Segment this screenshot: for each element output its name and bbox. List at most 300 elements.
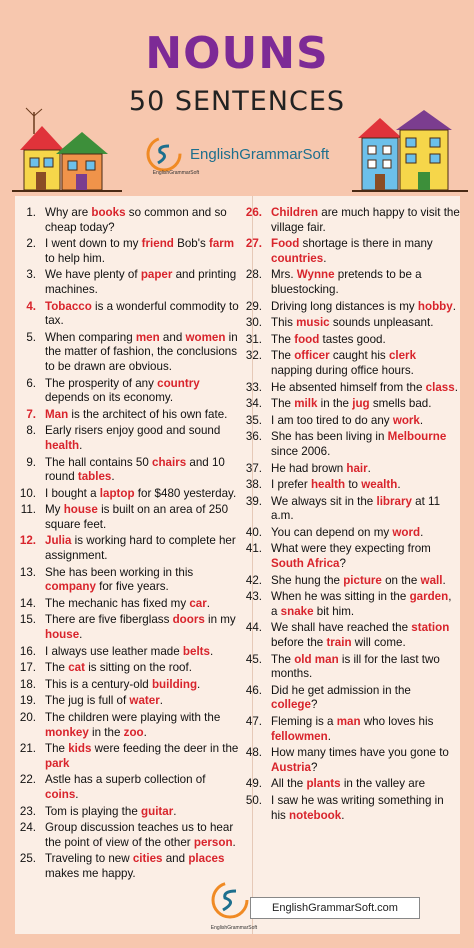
noun-highlight: doors xyxy=(172,613,205,627)
sentence-fragment: before the xyxy=(271,636,327,650)
sentence-number: 26. xyxy=(245,206,262,219)
header xyxy=(0,0,474,196)
sentence-fragment: is working hard to complete her assignment. xyxy=(45,534,236,563)
footer-logo-caption: EnglishGrammarSoft xyxy=(210,925,258,931)
sentence-fragment: We always sit in the xyxy=(271,494,377,508)
sentence-fragment: I bought a xyxy=(45,486,100,500)
sentence-fragment: The xyxy=(271,397,295,411)
sentence-fragment: Early risers enjoy good and sound xyxy=(45,424,221,438)
noun-highlight: South Africa xyxy=(271,557,340,571)
sentence-text xyxy=(45,377,241,406)
sentence-item xyxy=(241,715,460,744)
sentence-number: 19. xyxy=(19,694,36,708)
noun-highlight: health xyxy=(310,478,346,492)
noun-highlight: park xyxy=(45,756,70,770)
sentence-item xyxy=(241,684,460,713)
sentence-fragment: in my xyxy=(204,613,236,627)
sentence-fragment: who loves his xyxy=(360,715,434,728)
sentence-item xyxy=(241,349,460,378)
sentence-fragment: and printing machines. xyxy=(45,268,237,296)
sentence-item xyxy=(241,653,460,682)
sentences-column-left xyxy=(15,206,241,882)
noun-highlight: friend xyxy=(141,237,174,251)
sentence-number: 20. xyxy=(19,711,36,724)
noun-highlight: old man xyxy=(294,652,339,666)
sentence-fragment: Bob's xyxy=(173,237,209,251)
sentence-fragment: . xyxy=(159,694,163,708)
sentence-fragment: . xyxy=(323,251,327,265)
noun-highlight: jug xyxy=(352,397,370,411)
sentence-text xyxy=(271,495,460,524)
sentence-number: 1. xyxy=(26,206,36,219)
sentence-text xyxy=(271,300,460,315)
sentence-number: 29. xyxy=(245,299,262,313)
sentence-text xyxy=(45,773,241,802)
sentence-fragment: on the xyxy=(381,573,421,587)
sentence-number: 8. xyxy=(26,424,36,438)
sentence-fragment: and xyxy=(162,852,189,866)
sentence-number: 14. xyxy=(19,596,36,610)
sentence-fragment: . xyxy=(367,461,371,475)
sentence-fragment: is sitting on the roof. xyxy=(84,661,192,675)
sentence-fragment: I went down to my xyxy=(45,237,142,251)
noun-highlight: men xyxy=(135,330,160,344)
sentence-text xyxy=(45,456,241,485)
sentence-item xyxy=(15,206,241,235)
sentence-text xyxy=(271,478,460,493)
sentence-text xyxy=(45,613,241,642)
sentence-item xyxy=(241,621,460,650)
sentence-fragment: is ill for the last two months. xyxy=(271,652,440,681)
sentence-fragment: The prosperity of any xyxy=(45,376,158,390)
sentence-fragment: . xyxy=(79,438,83,452)
sentence-item xyxy=(15,597,241,612)
sentence-number: 33. xyxy=(245,380,262,394)
sentence-fragment: I prefer xyxy=(271,478,311,492)
sentence-fragment: Why are xyxy=(45,206,92,219)
sentences-panel xyxy=(15,196,460,934)
sentence-text xyxy=(45,678,241,693)
noun-highlight: company xyxy=(45,580,96,594)
sentence-item xyxy=(241,316,460,331)
noun-highlight: cat xyxy=(68,661,85,675)
sentence-number: 17. xyxy=(19,661,36,675)
sentence-text xyxy=(45,645,241,660)
sentence-text xyxy=(271,621,460,650)
noun-highlight: hair xyxy=(346,461,368,475)
noun-highlight: man xyxy=(336,715,361,728)
sentence-item xyxy=(15,487,241,502)
sentence-text xyxy=(45,408,241,423)
noun-highlight: laptop xyxy=(99,486,135,500)
sentence-fragment: The xyxy=(271,332,295,346)
sentence-fragment: The xyxy=(45,742,69,756)
sentence-fragment: for five years. xyxy=(95,580,169,594)
sentence-fragment: All the xyxy=(271,777,307,791)
sentence-item xyxy=(241,381,460,396)
sentence-item xyxy=(15,694,241,709)
sentence-text xyxy=(45,566,241,595)
sentence-fragment: . xyxy=(452,299,456,313)
sentence-fragment: Astle has a superb collection of xyxy=(45,773,206,787)
sentence-fragment: . xyxy=(341,808,345,822)
sentence-item xyxy=(15,805,241,820)
sentence-item xyxy=(241,268,460,297)
sentences-column-right xyxy=(241,206,460,823)
sentence-text xyxy=(45,742,241,771)
sentence-fragment: sounds unpleasant. xyxy=(329,316,434,330)
noun-highlight: milk xyxy=(294,397,318,411)
noun-highlight: wealth xyxy=(361,478,398,492)
sentence-item xyxy=(15,566,241,595)
sentence-number: 37. xyxy=(245,461,262,475)
sentence-item xyxy=(241,397,460,412)
sentence-text xyxy=(45,268,241,297)
noun-highlight: women xyxy=(185,330,226,344)
sentence-number: 6. xyxy=(26,376,36,390)
sentence-fragment: Group discussion teaches us to hear the point of view of the other xyxy=(45,821,234,849)
noun-highlight: paper xyxy=(140,268,173,282)
sentence-text xyxy=(271,574,460,589)
noun-highlight: music xyxy=(296,316,330,330)
noun-highlight: water xyxy=(129,694,160,708)
sentence-item xyxy=(15,377,241,406)
sentence-fragment: ? xyxy=(310,698,318,712)
sentence-fragment: in the valley are xyxy=(340,777,426,791)
sentence-number: 28. xyxy=(245,268,262,282)
sentence-number: 16. xyxy=(19,644,36,658)
sentence-fragment: . xyxy=(197,677,201,691)
sentence-text xyxy=(271,316,460,331)
noun-highlight: wall xyxy=(420,573,443,587)
sentence-number: 43. xyxy=(245,590,262,604)
noun-highlight: Man xyxy=(45,407,69,421)
sentence-fragment: She hung the xyxy=(271,573,344,587)
noun-highlight: kids xyxy=(68,742,92,756)
noun-highlight: word xyxy=(392,525,421,539)
noun-highlight: health xyxy=(45,438,80,452)
sentence-item xyxy=(15,821,241,850)
sentence-fragment: . xyxy=(397,478,401,492)
sentence-fragment: Tom is playing the xyxy=(45,804,142,818)
noun-highlight: house xyxy=(63,503,98,517)
sentence-text xyxy=(271,590,460,619)
sentence-fragment: She has been living in xyxy=(271,430,388,444)
noun-highlight: books xyxy=(91,206,126,219)
sentence-number: 27. xyxy=(245,237,262,251)
noun-highlight: Children xyxy=(271,206,319,219)
noun-highlight: car xyxy=(189,596,207,610)
sentence-text xyxy=(45,331,241,375)
sentence-number: 30. xyxy=(245,316,262,330)
sentence-number: 13. xyxy=(19,565,36,579)
sentence-item xyxy=(15,424,241,453)
sentence-number: 47. xyxy=(245,715,262,728)
sentence-number: 4. xyxy=(26,299,36,313)
sentence-text xyxy=(45,694,241,709)
sentence-fragment: . xyxy=(327,729,331,743)
sentence-fragment: in the xyxy=(88,725,124,739)
sentence-item xyxy=(15,237,241,266)
sentence-fragment: The mechanic has fixed my xyxy=(45,596,190,610)
sentence-fragment: I always use leather made xyxy=(45,644,183,658)
sentence-item xyxy=(15,742,241,771)
sentence-item xyxy=(15,503,241,532)
sentence-fragment: to help him. xyxy=(45,251,105,265)
sentence-fragment: , a xyxy=(271,590,452,618)
noun-highlight: fellowmen xyxy=(271,729,328,743)
sentence-number: 45. xyxy=(245,652,262,666)
noun-highlight: countries xyxy=(271,251,324,265)
sentence-item xyxy=(241,746,460,775)
noun-highlight: person xyxy=(193,835,233,849)
sentence-fragment: I am too tired to do any xyxy=(271,413,393,427)
sentence-text xyxy=(271,430,460,459)
sentence-fragment: so common and so cheap today? xyxy=(45,206,227,234)
sentence-fragment: at 11 a.m. xyxy=(271,494,441,523)
sentence-item xyxy=(241,777,460,792)
sentence-fragment: . xyxy=(232,835,236,849)
sentence-fragment: My xyxy=(45,503,64,517)
sentence-item xyxy=(15,300,241,329)
noun-highlight: food xyxy=(294,332,320,346)
noun-highlight: cities xyxy=(132,852,163,866)
sentence-fragment: and 10 round xyxy=(45,455,225,484)
sentence-fragment: He absented himself from the xyxy=(271,380,426,394)
sentence-fragment: smells bad. xyxy=(369,397,432,411)
sentence-fragment: . xyxy=(454,380,458,394)
sentence-number: 32. xyxy=(245,349,262,363)
sentence-fragment: The jug is full of xyxy=(45,694,130,708)
sentence-item xyxy=(15,645,241,660)
sentence-number: 44. xyxy=(245,621,262,635)
noun-highlight: belts xyxy=(182,644,210,658)
sentence-fragment: The xyxy=(45,661,69,675)
sentence-fragment: When he was sitting in the xyxy=(271,590,410,604)
sentence-fragment: The hall contains 50 xyxy=(45,455,152,469)
sentence-item xyxy=(241,794,460,823)
sentence-item xyxy=(15,661,241,676)
sentence-fragment: I saw he was writing something in his xyxy=(271,793,444,822)
sentence-text xyxy=(45,206,241,235)
sentence-number: 25. xyxy=(19,852,36,866)
brand-logo-icon xyxy=(146,136,182,172)
sentence-text xyxy=(271,746,460,775)
noun-highlight: country xyxy=(157,376,200,390)
sentence-text xyxy=(45,424,241,453)
noun-highlight: monkey xyxy=(45,725,89,739)
sentence-fragment: is the architect of his own fate. xyxy=(68,407,228,421)
sentence-fragment: . xyxy=(209,644,214,658)
sentence-text xyxy=(45,487,241,502)
sentence-fragment: shortage is there in many xyxy=(299,237,433,251)
sentence-fragment: for $480 yesterday. xyxy=(134,486,237,500)
noun-highlight: hobby xyxy=(417,299,453,313)
noun-highlight: Julia xyxy=(45,534,72,548)
sentence-number: 49. xyxy=(245,777,262,791)
noun-highlight: Austria xyxy=(271,760,311,774)
sentence-item xyxy=(241,300,460,315)
sentence-number: 46. xyxy=(245,683,262,697)
noun-highlight: guitar xyxy=(141,804,174,818)
sentence-text xyxy=(45,711,241,740)
sentence-text xyxy=(271,684,460,713)
noun-highlight: station xyxy=(411,621,450,635)
noun-highlight: work xyxy=(392,413,420,427)
noun-highlight: building xyxy=(151,677,198,691)
sentence-item xyxy=(241,206,460,235)
sentence-fragment: ? xyxy=(310,760,318,774)
sentence-text xyxy=(271,653,460,682)
sentence-fragment: will come. xyxy=(351,636,406,650)
page-title: NOUNS xyxy=(145,28,329,79)
noun-highlight: coins xyxy=(45,787,76,801)
sentence-number: 3. xyxy=(26,268,36,282)
sentence-item xyxy=(241,414,460,429)
sentence-fragment: . xyxy=(442,573,446,587)
noun-highlight: plants xyxy=(306,777,341,791)
sentence-fragment: . xyxy=(419,413,424,427)
sentence-fragment: is built on an area of 250 square feet. xyxy=(45,503,229,531)
sentence-fragment: Driving long distances is my xyxy=(271,299,418,313)
noun-highlight: notebook xyxy=(289,808,342,822)
sentence-fragment: napping during office hours. xyxy=(271,363,414,377)
sentence-fragment: . xyxy=(206,596,210,610)
sentence-text xyxy=(271,414,460,429)
sentence-item xyxy=(241,237,460,266)
sentence-number: 41. xyxy=(245,542,262,556)
sentence-number: 12. xyxy=(19,534,36,548)
sentence-fragment: You can depend on my xyxy=(271,525,393,539)
footer-logo-icon xyxy=(210,878,250,926)
sentence-text xyxy=(45,503,241,532)
sentence-fragment: Fleming is a xyxy=(271,715,337,728)
noun-highlight: chairs xyxy=(152,455,187,469)
sentence-fragment: in the xyxy=(317,397,353,411)
sentence-fragment: . xyxy=(420,525,424,539)
sentence-text xyxy=(45,534,241,563)
noun-highlight: library xyxy=(376,494,412,508)
sentence-fragment: pretends to be a bluestocking. xyxy=(271,268,422,296)
sentence-item xyxy=(15,268,241,297)
sentence-fragment: This is a century-old xyxy=(45,677,152,691)
sentence-fragment: caught his xyxy=(329,349,389,363)
sentence-text xyxy=(45,821,241,850)
sentence-fragment: . xyxy=(79,628,83,642)
noun-highlight: tables xyxy=(77,470,112,484)
sentence-number: 7. xyxy=(26,407,36,421)
noun-highlight: Food xyxy=(271,237,300,251)
sentence-item xyxy=(15,534,241,563)
sentence-text xyxy=(45,805,241,820)
sentence-fragment: When comparing xyxy=(45,330,136,344)
sentence-number: 48. xyxy=(245,746,262,760)
noun-highlight: Melbourne xyxy=(387,430,447,444)
sentence-fragment: depends on its economy. xyxy=(45,391,174,405)
sentence-fragment: . xyxy=(173,804,177,818)
buildings-illustration xyxy=(352,108,468,192)
sentence-fragment: and xyxy=(159,330,186,344)
sentence-fragment: The xyxy=(271,349,295,363)
sentence-item xyxy=(241,542,460,571)
sentence-number: 24. xyxy=(19,821,36,835)
sentence-fragment: The children were playing with the xyxy=(45,711,221,724)
sentence-item xyxy=(15,613,241,642)
noun-highlight: garden xyxy=(409,590,449,604)
sentence-fragment: makes me happy. xyxy=(45,866,136,880)
noun-highlight: zoo xyxy=(123,725,144,739)
sentence-text xyxy=(45,300,241,329)
sentence-item xyxy=(15,773,241,802)
sentence-text xyxy=(271,237,460,266)
sentence-text xyxy=(271,542,460,571)
sentence-fragment: . xyxy=(75,787,79,801)
noun-highlight: officer xyxy=(294,349,330,363)
sentence-item xyxy=(15,678,241,693)
sentence-number: 40. xyxy=(245,525,262,539)
sentence-fragment: . xyxy=(111,470,115,484)
sentence-fragment: tastes good. xyxy=(319,332,386,346)
sentence-text xyxy=(271,777,460,792)
noun-highlight: Tobacco xyxy=(45,299,92,313)
sentence-fragment: The xyxy=(271,652,295,666)
sentence-fragment: in the matter of fashion, the conclusions to be drawn are obvious. xyxy=(45,330,238,373)
sentence-fragment: He had brown xyxy=(271,461,347,475)
sentence-text xyxy=(271,462,460,477)
sentence-item xyxy=(241,478,460,493)
sentence-number: 35. xyxy=(245,413,262,427)
sentence-text xyxy=(271,206,460,235)
sentence-fragment: ? xyxy=(339,557,346,571)
sentence-fragment: We shall have reached the xyxy=(271,621,412,635)
sentence-fragment: are much happy to visit the village fair. xyxy=(271,206,460,234)
noun-highlight: Wynne xyxy=(296,268,335,282)
sentence-text xyxy=(271,715,460,744)
sentence-number: 10. xyxy=(19,486,36,500)
brand-name: EnglishGrammarSoft xyxy=(190,145,330,163)
sentence-item xyxy=(241,430,460,459)
sentence-number: 21. xyxy=(19,742,36,756)
noun-highlight: farm xyxy=(208,237,235,251)
footer-url: EnglishGrammarSoft.com xyxy=(250,897,420,919)
sentence-number: 36. xyxy=(245,430,262,444)
sentence-text xyxy=(271,794,460,823)
sentence-text xyxy=(271,381,460,396)
sentence-number: 22. xyxy=(19,773,36,787)
sentence-item xyxy=(241,462,460,477)
sentence-fragment: There are five fiberglass xyxy=(45,613,173,627)
sentence-fragment: We have plenty of xyxy=(45,268,141,282)
sentence-text xyxy=(271,397,460,412)
noun-highlight: places xyxy=(188,852,225,866)
sentence-number: 50. xyxy=(245,793,262,807)
sentence-fragment: Traveling to new xyxy=(45,852,133,866)
sentence-fragment: . xyxy=(143,725,147,739)
sentence-number: 11. xyxy=(20,503,36,517)
sentence-item xyxy=(15,456,241,485)
sentence-text xyxy=(271,349,460,378)
sentence-number: 5. xyxy=(26,330,36,344)
noun-highlight: snake xyxy=(280,604,314,618)
sentence-number: 42. xyxy=(245,573,262,587)
noun-highlight: house xyxy=(45,628,80,642)
sentence-fragment: How many times have you gone to xyxy=(271,746,449,760)
sentence-text xyxy=(45,597,241,612)
sentence-number: 31. xyxy=(245,332,262,346)
noun-highlight: train xyxy=(326,636,352,650)
sentence-number: 18. xyxy=(19,677,36,691)
sentence-fragment: What were they expecting from xyxy=(271,542,431,556)
